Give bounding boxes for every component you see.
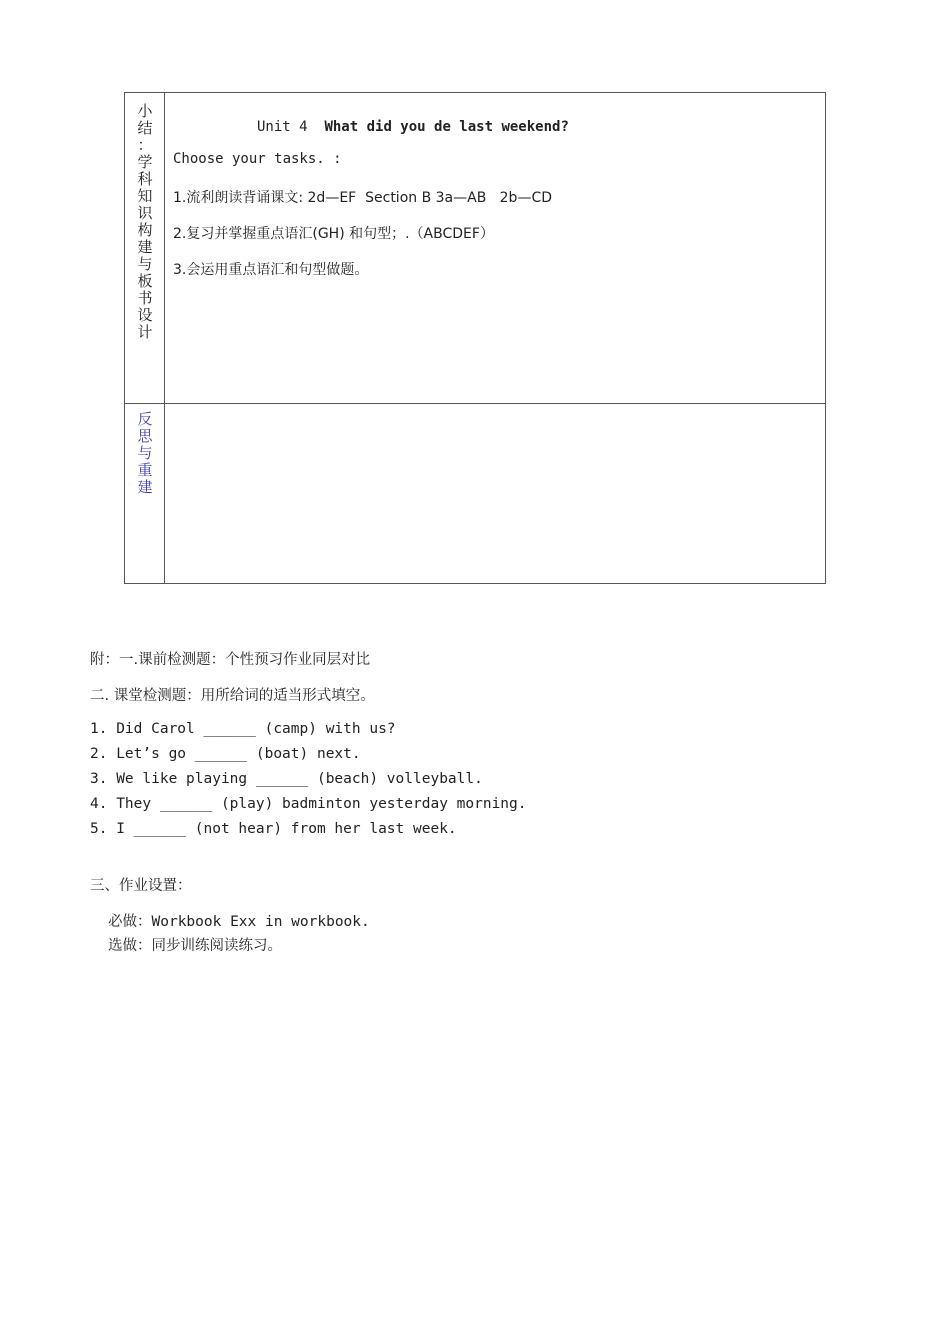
unit-prefix: Unit 4	[257, 119, 308, 135]
exercise-item: 3. We like playing ______ (beach) volleyball.	[90, 771, 483, 787]
reflection-label-cell	[125, 403, 165, 583]
reflection-row	[125, 403, 825, 583]
unit-title	[257, 119, 569, 135]
exercise-item: 1. Did Carol ______ (camp) with us?	[90, 721, 396, 737]
summary-content-cell	[165, 93, 825, 403]
summary-table	[124, 92, 826, 584]
exercise-item: 2. Let’s go ______ (boat) next.	[90, 746, 361, 762]
unit-title-text: What did you de last weekend?	[324, 119, 569, 135]
homework-required: 必做：Workbook Exx in workbook.	[108, 914, 370, 930]
summary-row	[125, 93, 825, 404]
appendix-part2: 二. 课堂检测题：用所给词的适当形式填空。	[90, 688, 375, 704]
homework-optional: 选做：同步训练阅读练习。	[108, 938, 282, 954]
exercise-item: 4. They ______ (play) badminton yesterday morning.	[90, 796, 527, 812]
reflection-content-cell	[165, 403, 825, 583]
summary-label-cell	[125, 93, 165, 403]
appendix-part3: 三、作业设置：	[90, 878, 192, 894]
task-item: 2.复习并掌握重点语汇(GH) 和句型；.（ABCDEF）	[173, 226, 494, 242]
choose-tasks: Choose your tasks. :	[173, 151, 342, 167]
task-item: 3.会运用重点语汇和句型做题。	[173, 262, 369, 278]
appendix-part1: 附：一.课前检测题：个性预习作业同层对比	[90, 652, 371, 668]
reflection-label: 反 思 与 重 建	[137, 410, 153, 496]
task-item: 1.流利朗读背诵课文: 2d—EF Section B 3a—AB 2b—CD	[173, 190, 553, 206]
exercise-item: 5. I ______ (not hear) from her last week.	[90, 821, 457, 837]
summary-label: 小 结 ： 学 科 知 识 构 建 与 板 书 设 计	[137, 102, 153, 341]
